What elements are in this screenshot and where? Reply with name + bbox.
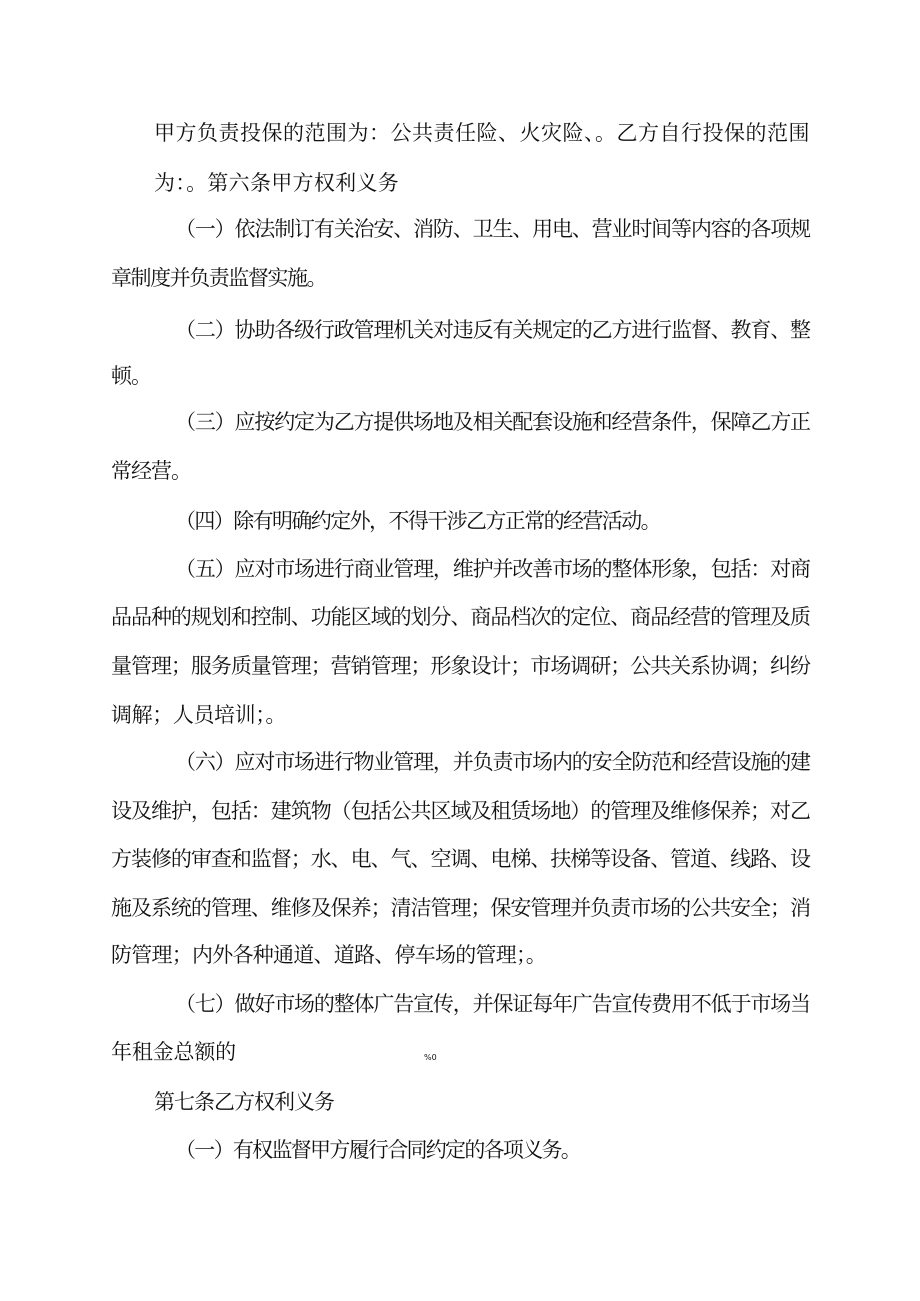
text-line: （一）依法制订有关治安、消防、卫生、用电、营业时间等内容的各项规 — [175, 217, 810, 241]
text-line: （七）做好市场的整体广告宣传，并保证每年广告宣传费用不低于市场当 — [175, 992, 810, 1016]
text-line: （五）应对市场进行商业管理，维护并改善市场的整体形象，包括：对商 — [175, 557, 810, 581]
section-heading: 第七条乙方权利义务 — [154, 1090, 334, 1114]
text-line: （六）应对市场进行物业管理，并负责市场内的安全防范和经营设施的建 — [175, 750, 810, 774]
text-line: 方装修的审查和监督；水、电、气、空调、电梯、扶梯等设备、管道、线路、设 — [111, 847, 810, 871]
text-line: （一）有权监督甲方履行合同约定的各项义务。 — [175, 1138, 581, 1162]
percent-mark: %0 — [424, 1053, 437, 1062]
text-line: 调解；人员培训；。 — [111, 703, 286, 727]
text-line: 顿。 — [111, 364, 151, 388]
text-line: 章制度并负责监督实施。 — [111, 266, 327, 290]
text-line: 防管理；内外各种通道、道路、停车场的管理；。 — [111, 943, 546, 967]
text-line: 常经营。 — [111, 459, 191, 483]
text-line: 年租金总额的 — [111, 1040, 236, 1064]
text-line: 施及系统的管理、维修及保养；清洁管理；保安管理并负责市场的公共安全；消 — [111, 896, 810, 920]
text-line: 量管理；服务质量管理；营销管理；形象设计；市场调研；公共关系协调；纠纷 — [111, 654, 810, 678]
text-line: （四）除有明确约定外，不得干涉乙方正常的经营活动。 — [175, 509, 660, 533]
text-line: （二）协助各级行政管理机关对违反有关规定的乙方进行监督、教育、整 — [175, 318, 810, 342]
text-line: 为：。第六条甲方权利义务 — [154, 171, 399, 195]
text-line: 品品种的规划和控制、功能区域的划分、商品档次的定位、商品经营的管理及质 — [111, 605, 810, 629]
text-line: 甲方负责投保的范围为：公共责任险、火灾险、。乙方自行投保的范围 — [154, 121, 810, 145]
text-line: 设及维护，包括：建筑物（包括公共区域及租赁场地）的管理及维修保养；对乙 — [111, 799, 810, 823]
text-line: （三）应按约定为乙方提供场地及相关配套设施和经营条件，保障乙方正 — [175, 410, 810, 434]
